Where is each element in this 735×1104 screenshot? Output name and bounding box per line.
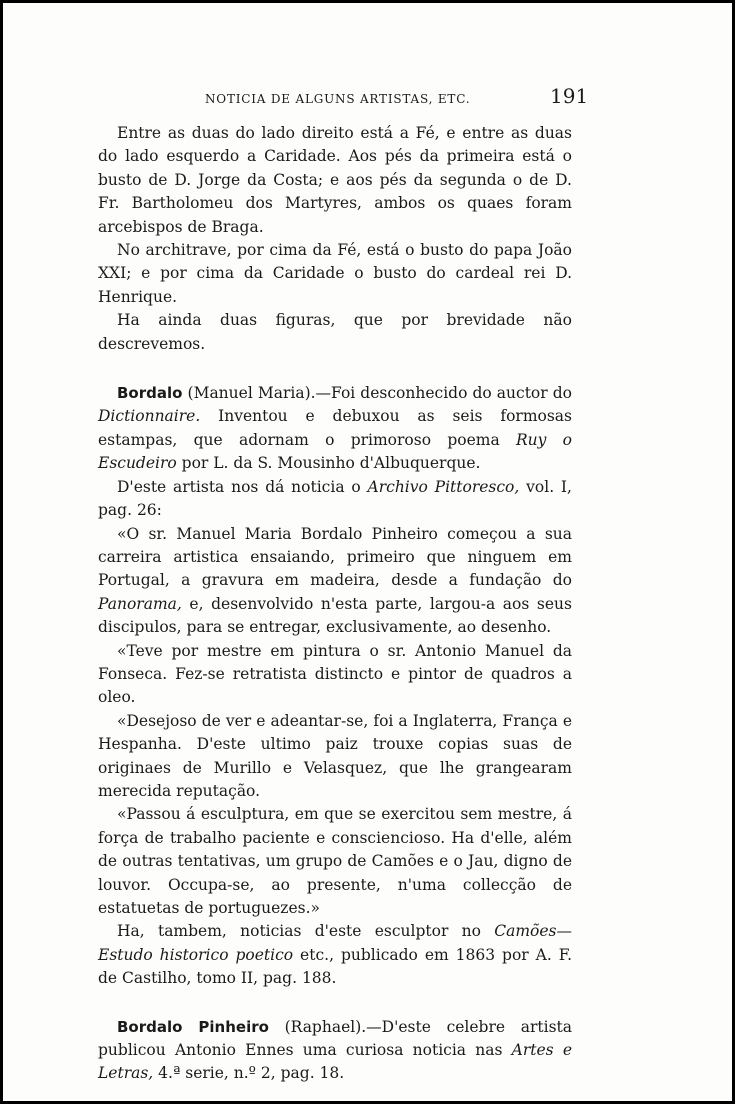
paragraph: Ha ainda duas figuras, que por brevidade não descrevemos. <box>98 311 572 353</box>
entry-bordalo: Bordalo (Manuel Maria).—Foi desconhecido do auctor do Dictionnaire. Inventou e debuxou as seis formosas estampas, que adornam o primoroso poema Ruy o Escudeiro por L. da S. Mousinho d'Albuquerque. <box>98 384 572 473</box>
paragraph: «Desejoso de ver e adeantar-se, foi a Inglaterra, França e Hespanha. D'este ultimo paiz trouxe copias suas de originaes de Murillo e Velasquez, que lhe grangearam merecida reputação. <box>98 711 572 800</box>
section-gap <box>98 356 572 382</box>
running-head: NOTICIA DE ALGUNS ARTISTAS, ETC. <box>205 92 471 106</box>
paragraph: Entre as duas do lado direito está a Fé, e entre as duas do lado esquerdo a Caridade. Aos pés da primeira está o busto de D. Jorge da Costa; e aos pés da segunda o de D. Fr. Bartholomeu dos Martyres, ambos os quaes foram arcebispos de Braga. <box>98 124 572 236</box>
page-header <box>0 82 735 112</box>
paragraph: Ha, tambem, noticias d'este esculptor no Camões—Estudo historico poetico etc., publicado em 1863 por A. F. de Castilho, tomo II, pag. 188. <box>98 922 572 988</box>
entry-name: Bordalo <box>117 384 183 403</box>
section-gap <box>98 991 572 1016</box>
entry-name: Bordalo Pinheiro <box>117 1017 269 1036</box>
paragraph: «Passou á esculptura, em que se exercitou sem mestre, á força de trabalho paciente e consciencioso. Ha d'elle, além de outras tentativas, um grupo de Camões e o Jau, digno de louvor. Occupa-se, ao presente, n'uma collecção de estatuetas de portuguezes.» <box>98 805 572 917</box>
paragraph: No architrave, por cima da Fé, está o busto do papa João XXI; e por cima da Caridade o busto do cardeal rei D. Henrique. <box>98 241 572 306</box>
paragraph: «O sr. Manuel Maria Bordalo Pinheiro começou a sua carreira artistica ensaiando, primeiro que ninguem em Portugal, a gravura em madeira, desde a fundação do Panorama, e, desenvolvido n'esta parte, largou-a aos seus discipulos, para se entregar, exclusivamente, ao desenho. <box>98 524 572 637</box>
body-text <box>98 122 572 1086</box>
entry-bordalo-pinheiro: Bordalo Pinheiro (Raphael).—D'este celebre artista publicou Antonio Ennes uma curiosa noticia nas Artes e Letras, 4.ª serie, n.º 2, pag. 18. <box>98 1017 572 1083</box>
paragraph: D'este artista nos dá noticia o Archivo Pittoresco, vol. I, pag. 26: <box>98 477 572 520</box>
page-number: 191 <box>550 84 589 108</box>
paragraph: «Teve por mestre em pintura o sr. Antonio Manuel da Fonseca. Fez-se retratista distincto e pintor de quadros a oleo. <box>98 641 572 707</box>
